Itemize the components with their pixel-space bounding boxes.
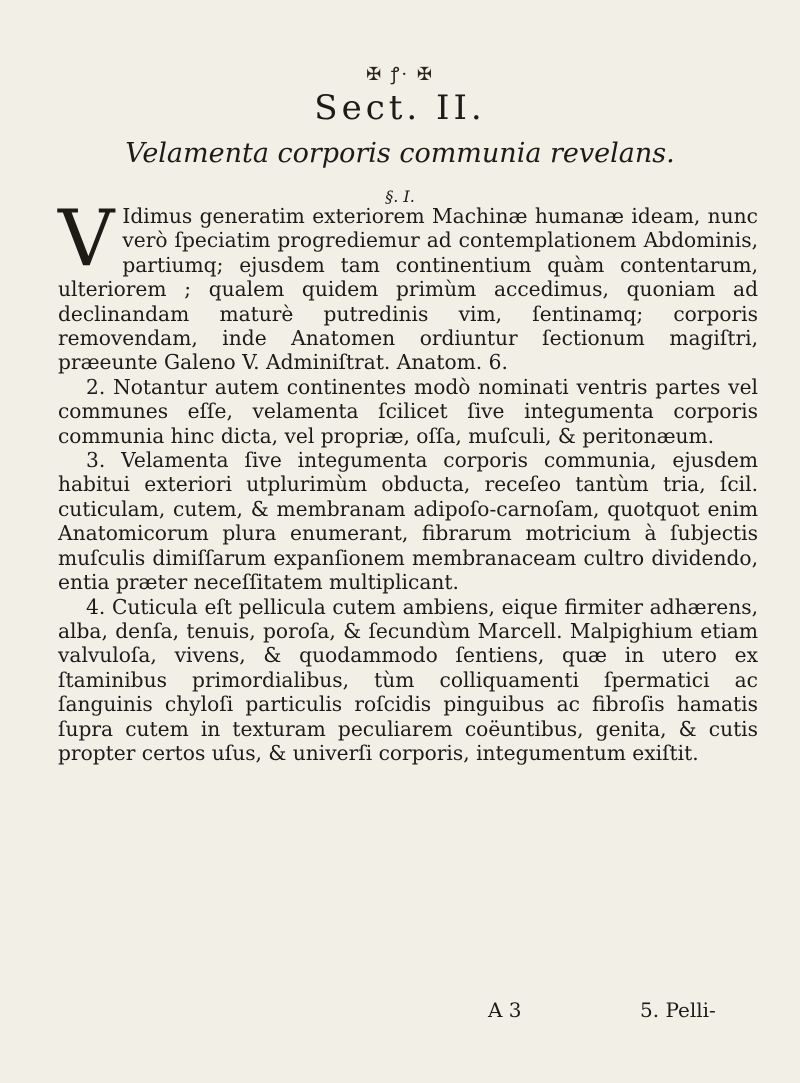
paragraph-mark: §. I. xyxy=(385,187,415,206)
paragraph-1 xyxy=(58,194,758,375)
catchword: 5. Pelli- xyxy=(640,998,716,1022)
paragraph-4: 4. Cuticula eſt pellicula cutem ambiens, eique firmiter adhærens, alba, denſa, tenuis, poroſa, & ſecundùm Marcell. Malpighium etiam valvuloſa, vivens, & quodammodo ſentiens, quæ in utero ex ſtaminibus primordialibus, tùm colliquamenti ſpermatici ac ſanguinis chyloſi particulis roſcidis pinguibus ac fibroſis hamatis ſupra cutem in texturam peculiarem coëuntibus, genita, & cutis propter certos uſus, & univerſi corporis, integumentum exiſtit. xyxy=(58,594,758,765)
paragraph-2: 2. Notantur autem continentes modò nominati ventris partes vel communes eſſe, velamenta ſcilicet ſive integumenta corporis communia hinc dicta, vel propriæ, oſſa, muſculi, & peritonæum. xyxy=(58,374,758,448)
header-ornament: ✠ ꝭ· ✠ xyxy=(366,64,434,85)
section-subtitle: Velamenta corporis communia revelans. xyxy=(125,138,675,169)
signature-mark: A 3 xyxy=(488,998,522,1022)
page-footer xyxy=(0,998,800,1024)
paragraph-3: 3. Velamenta ſive integumenta corporis communia, ejusdem habitui exteriori utplurimùm obducta, receſeo tantùm tria, ſcil. cuticulam, cutem, & membranam adipoſo-carnoſam, quotquot enim Anatomicorum plura enumerant, fibrarum motricium à ſubjectis muſculis dimiſſarum expanſionem membranaceam cultro dividendo, entia præter neceſſitatem multiplicant. xyxy=(58,448,758,595)
drop-cap: V xyxy=(58,194,115,284)
paragraph-1-text: Idimus generatim exteriorem Machinæ humanæ ideam, nunc verò ſpeciatim progrediemur ad contemplationem Abdominis, partiumq; ejusdem tam continentium quàm contentarum, ulteriorem ; qualem quidem primùm accedimus, quoniam ad declinandam maturè putredinis vim, ſentinamq; corporis removendam, inde Anatomen ordiuntur ſectionum magiſtri, præeunte Galeno V. Adminiſtrat. Anatom. 6. xyxy=(58,204,758,375)
body-text xyxy=(58,194,758,765)
section-heading: Sect. II. xyxy=(314,88,486,128)
